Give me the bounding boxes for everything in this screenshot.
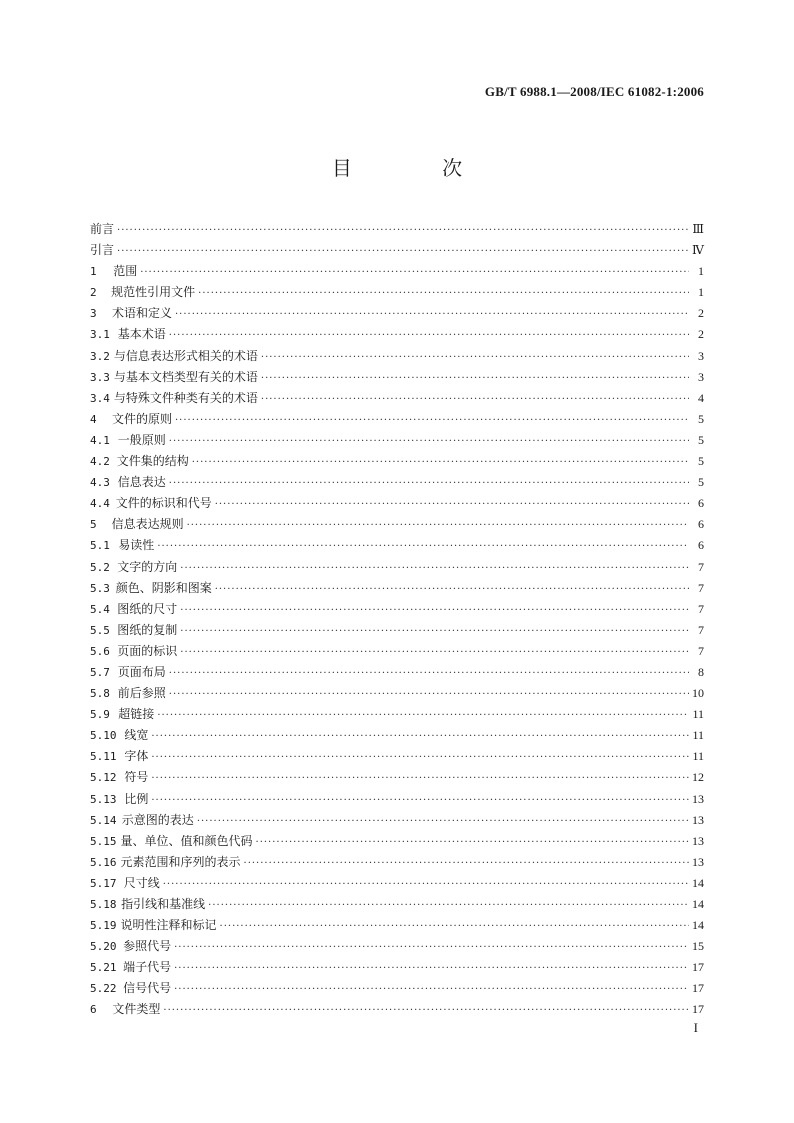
toc-entry-label: 文字的方向 — [117, 559, 178, 574]
toc-entry-number: 5.22 — [90, 982, 117, 996]
toc-entry-number: 4.3 — [90, 476, 110, 490]
toc-entry-number: 5.20 — [90, 940, 117, 954]
toc-entry-number: 4.4 — [90, 497, 110, 511]
toc-entry-page: 5 — [698, 411, 704, 426]
toc-dot-leader — [215, 494, 689, 515]
page-title: 目 次 — [331, 156, 505, 180]
toc-dot-leader — [169, 473, 689, 494]
toc-entry[interactable] — [90, 324, 704, 345]
toc-entry-label: 字体 — [124, 749, 149, 764]
toc-entry-page: 11 — [692, 707, 704, 722]
toc-entry-label: 信息表达规则 — [111, 517, 184, 532]
toc-dot-leader — [220, 916, 689, 937]
toc-entry-page: 11 — [692, 728, 704, 743]
toc-entry[interactable] — [90, 240, 704, 261]
toc-entry-label: 信号代号 — [123, 981, 172, 996]
toc-entry-page: 13 — [692, 833, 704, 848]
toc-entry-label: 页面布局 — [117, 664, 166, 679]
toc-entry[interactable] — [90, 346, 704, 367]
toc-entry-number: 5.21 — [90, 961, 117, 975]
toc-entry-number: 2 — [90, 286, 97, 300]
toc-entry-label: 页面的标识 — [117, 643, 178, 658]
toc-entry[interactable] — [90, 767, 704, 788]
toc-entry-number: 3.2 — [90, 349, 110, 363]
toc-entry-number: 5 — [90, 518, 97, 532]
toc-entry-label: 颜色、阴影和图案 — [115, 580, 212, 595]
toc-dot-leader — [163, 874, 689, 895]
toc-entry-page: 2 — [698, 327, 704, 342]
toc-entry-page: Ⅲ — [692, 222, 704, 236]
standard-code-header: GB/T 6988.1—2008/IEC 61082-1:2006 — [484, 84, 704, 99]
toc-entry-label: 前后参照 — [117, 686, 166, 701]
toc-dot-leader — [174, 937, 689, 958]
toc-entry-page: 8 — [698, 664, 704, 679]
toc-entry-page: 3 — [698, 369, 704, 384]
toc-dot-leader — [215, 579, 689, 600]
toc-entry-label: 前言 — [90, 222, 115, 236]
toc-entry-page: 17 — [692, 960, 704, 975]
toc-entry[interactable] — [90, 725, 704, 746]
toc-entry-page: 6 — [698, 538, 704, 553]
toc-entry-page: 17 — [692, 981, 704, 996]
toc-entry[interactable] — [90, 873, 704, 894]
toc-entry[interactable] — [90, 704, 704, 725]
toc-entry[interactable] — [90, 367, 704, 388]
toc-dot-leader — [187, 515, 689, 536]
toc-entry-label: 线宽 — [124, 728, 149, 743]
page-number: I — [693, 1020, 698, 1035]
toc-dot-leader — [261, 347, 689, 368]
toc-entry-label: 信息表达 — [117, 475, 166, 490]
toc-entry-number: 5.11 — [90, 750, 117, 764]
toc-entry-page: 7 — [698, 643, 704, 658]
toc-entry[interactable] — [90, 746, 704, 767]
toc-entry-page: 13 — [692, 812, 704, 827]
toc-dot-leader — [151, 726, 689, 747]
toc-entry-number: 5.12 — [90, 771, 117, 785]
toc-entry-number: 5.3 — [90, 581, 110, 595]
toc-entry-number: 5.13 — [90, 792, 117, 806]
toc-entry-page: 1 — [698, 264, 704, 279]
toc-entry-number: 5.17 — [90, 876, 117, 890]
toc-entry[interactable] — [90, 641, 704, 662]
toc-entry-number: 4.2 — [90, 455, 110, 469]
toc-entry-number: 5.5 — [90, 623, 110, 637]
toc-entry-number: 3 — [90, 307, 97, 321]
toc-entry-label: 量、单位、值和颜色代码 — [120, 833, 253, 848]
toc-entry[interactable] — [90, 978, 704, 999]
toc-dot-leader — [261, 368, 689, 389]
toc-entry-label: 范围 — [113, 264, 138, 279]
toc-entry-number: 5.10 — [90, 729, 117, 743]
toc-entry-page: 7 — [698, 622, 704, 637]
toc-entry-label: 尺寸线 — [123, 875, 160, 890]
toc-entry[interactable] — [90, 894, 704, 915]
toc-entry-page: 5 — [698, 454, 704, 469]
toc-dot-leader — [198, 283, 689, 304]
toc-entry-label: 与基本文档类型有关的术语 — [113, 369, 258, 384]
toc-entry[interactable] — [90, 789, 704, 810]
toc-entry-label: 文件集的结构 — [116, 454, 189, 469]
toc-entry-page: Ⅳ — [692, 243, 704, 258]
toc-entry-number: 5.4 — [90, 602, 110, 616]
toc-entry[interactable] — [90, 303, 704, 324]
toc-dot-leader — [169, 325, 689, 346]
toc-entry[interactable] — [90, 599, 704, 620]
toc-entry[interactable] — [90, 282, 704, 303]
toc-dot-leader — [169, 431, 689, 452]
toc-entry-page: 17 — [692, 1002, 704, 1017]
toc-entry[interactable] — [90, 620, 704, 641]
toc-dot-leader — [180, 642, 689, 663]
toc-entry[interactable] — [90, 662, 704, 683]
toc-entry-label: 一般原则 — [117, 432, 166, 447]
toc-entry[interactable] — [90, 578, 704, 599]
toc-entry-label: 与特殊文件种类有关的术语 — [113, 390, 258, 405]
toc-entry-number: 5.19 — [90, 919, 117, 933]
toc-dot-leader — [157, 536, 689, 557]
toc-entry-page: 14 — [692, 918, 704, 933]
toc-entry-number: 5.8 — [90, 687, 110, 701]
toc-dot-leader — [180, 621, 689, 642]
toc-dot-leader — [174, 958, 689, 979]
toc-entry-label: 引言 — [90, 243, 115, 258]
toc-entry-page: 6 — [698, 496, 704, 511]
toc-entry[interactable] — [90, 514, 704, 535]
toc-entry-label: 文件的标识和代号 — [115, 496, 212, 511]
toc-dot-leader — [157, 705, 689, 726]
toc-entry[interactable] — [90, 219, 704, 240]
toc-entry-label: 说明性注释和标记 — [120, 918, 217, 933]
toc-dot-leader — [117, 220, 689, 241]
toc-entry-page: 5 — [698, 475, 704, 490]
toc-entry-page: 7 — [698, 601, 704, 616]
toc-entry[interactable] — [90, 831, 704, 852]
toc-entry-number: 4.1 — [90, 433, 110, 447]
toc-entry-page: 5 — [698, 432, 704, 447]
toc-entry[interactable] — [90, 999, 704, 1020]
toc-entry-page: 2 — [698, 306, 704, 321]
toc-dot-leader — [163, 1000, 689, 1021]
toc-entry-label: 术语和定义 — [111, 306, 172, 321]
toc-entry[interactable] — [90, 535, 704, 556]
toc-entry-label: 超链接 — [118, 707, 155, 722]
toc-entry-page: 7 — [698, 559, 704, 574]
toc-entry-page: 13 — [692, 854, 704, 869]
toc-entry-page: 3 — [698, 348, 704, 363]
toc-entry-number: 3.3 — [90, 370, 110, 384]
toc-entry[interactable] — [90, 957, 704, 978]
toc-entry[interactable] — [90, 915, 704, 936]
toc-entry[interactable] — [90, 409, 704, 430]
toc-entry-number: 4 — [90, 412, 97, 426]
toc-entry-label: 文件的原则 — [111, 411, 172, 426]
toc-dot-leader — [175, 410, 689, 431]
toc-dot-leader — [175, 304, 689, 325]
toc-dot-leader — [151, 747, 689, 768]
toc-entry-number: 5.2 — [90, 560, 110, 574]
toc-entry-page: 10 — [692, 686, 704, 701]
toc-entry-label: 文件类型 — [112, 1002, 161, 1017]
toc-entry-page: 1 — [698, 285, 704, 300]
toc-dot-leader — [256, 832, 689, 853]
toc-entry[interactable] — [90, 936, 704, 957]
toc-entry[interactable] — [90, 451, 704, 472]
toc-entry-page: 4 — [698, 390, 704, 405]
toc-dot-leader — [192, 452, 689, 473]
toc-dot-leader — [169, 684, 689, 705]
toc-dot-leader — [208, 895, 689, 916]
toc-entry-label: 易读性 — [118, 538, 155, 553]
toc-entry-number: 5.14 — [90, 813, 117, 827]
toc-dot-leader — [261, 389, 689, 410]
toc-entry-page: 14 — [692, 897, 704, 911]
toc-entry-page: 6 — [698, 517, 704, 532]
toc-entry[interactable] — [90, 852, 704, 873]
toc-entry[interactable] — [90, 810, 704, 831]
toc-entry-label: 元素范围和序列的表示 — [120, 854, 241, 869]
toc-entry-number: 3.4 — [90, 391, 110, 405]
toc-entry-label: 符号 — [124, 770, 149, 785]
toc-entry-label: 比例 — [124, 791, 149, 806]
table-of-contents — [90, 219, 704, 1021]
toc-dot-leader — [197, 811, 689, 832]
toc-dot-leader — [244, 853, 689, 874]
toc-entry-label: 与信息表达形式相关的术语 — [113, 348, 258, 363]
toc-entry[interactable] — [90, 430, 704, 451]
toc-entry-number: 5.18 — [90, 898, 117, 911]
toc-entry-number: 5.1 — [90, 539, 110, 553]
toc-dot-leader — [117, 241, 689, 262]
toc-entry-number: 5.15 — [90, 834, 117, 848]
toc-entry-label: 示意图的表达 — [121, 812, 194, 827]
toc-dot-leader — [151, 790, 689, 811]
toc-entry[interactable] — [90, 493, 704, 514]
toc-entry-number: 1 — [90, 265, 97, 279]
toc-entry[interactable] — [90, 557, 704, 578]
toc-entry[interactable] — [90, 261, 704, 282]
toc-entry[interactable] — [90, 472, 704, 493]
toc-entry[interactable] — [90, 388, 704, 409]
toc-entry-label: 基本术语 — [117, 327, 166, 342]
toc-dot-leader — [169, 663, 689, 684]
toc-dot-leader — [180, 600, 689, 621]
toc-entry-number: 5.9 — [90, 708, 110, 722]
toc-entry-page: 15 — [692, 939, 704, 954]
toc-dot-leader — [140, 262, 689, 283]
toc-dot-leader — [174, 979, 689, 1000]
toc-entry-label: 图纸的复制 — [117, 622, 178, 637]
toc-entry-number: 3.1 — [90, 328, 110, 342]
toc-entry-label: 规范性引用文件 — [111, 285, 196, 300]
toc-entry-label: 端子代号 — [123, 960, 172, 975]
toc-dot-leader — [151, 768, 689, 789]
toc-entry-page: 7 — [698, 580, 704, 595]
toc-entry-page: 12 — [692, 770, 704, 785]
toc-entry-label: 参照代号 — [123, 939, 172, 954]
toc-dot-leader — [180, 558, 689, 579]
toc-entry[interactable] — [90, 683, 704, 704]
toc-entry-number: 5.6 — [90, 644, 110, 658]
toc-entry-number: 6 — [90, 1003, 97, 1017]
toc-entry-page: 13 — [692, 791, 704, 806]
toc-entry-label: 指引线和基准线 — [121, 897, 206, 911]
toc-entry-label: 图纸的尺寸 — [117, 601, 178, 616]
toc-entry-number: 5.16 — [90, 855, 117, 869]
toc-entry-page: 14 — [692, 875, 704, 890]
toc-entry-number: 5.7 — [90, 665, 110, 679]
toc-entry-page: 11 — [692, 749, 704, 764]
